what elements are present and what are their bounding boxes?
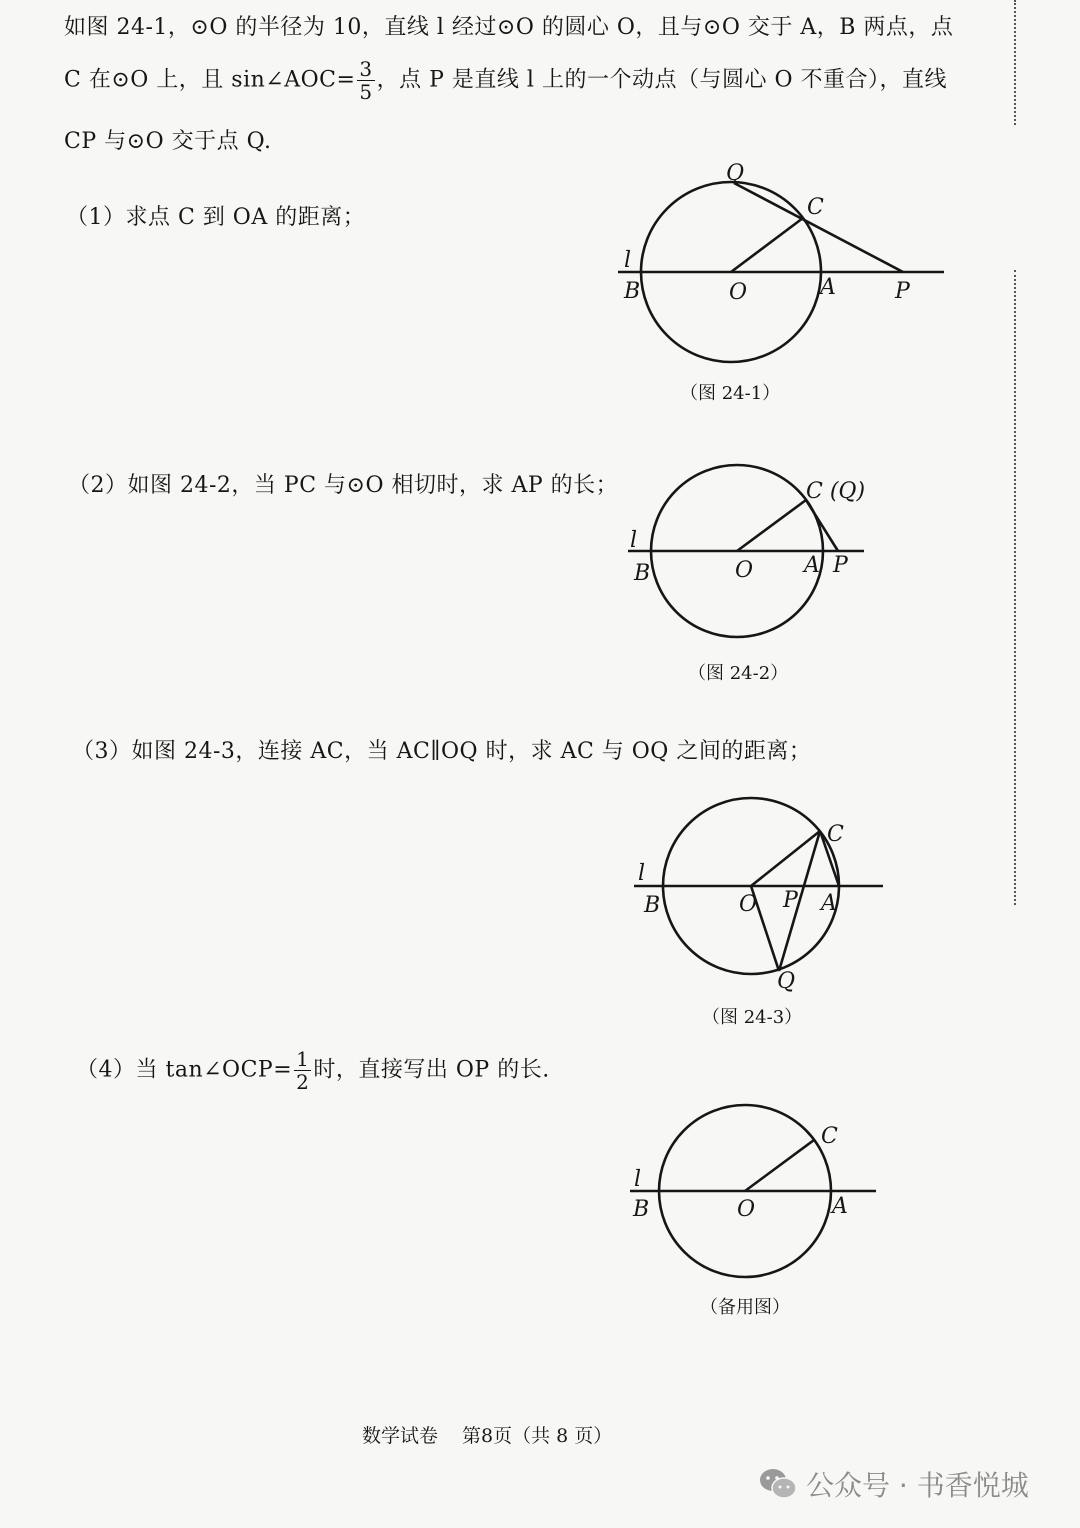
- fig3-label-C: C: [827, 822, 844, 847]
- page-footer: [362, 1424, 612, 1448]
- figure-24-1-caption: （图 24-1）: [680, 383, 781, 404]
- fig3-label-A: A: [821, 891, 837, 916]
- fig3-label-l: l: [638, 861, 646, 886]
- fig3-label-B: B: [644, 893, 661, 918]
- question-2: （2）如图 24-2，当 PC 与⊙O 相切时，求 AP 的长；: [68, 473, 619, 498]
- figure-backup-caption: （备用图）: [700, 1297, 790, 1318]
- fig4-label-A: A: [832, 1194, 848, 1219]
- fig2-label-l: l: [630, 528, 638, 553]
- fig1-label-P: P: [895, 279, 910, 304]
- fig2-label-B: B: [634, 561, 651, 586]
- fig1-label-l: l: [624, 248, 632, 273]
- fig3-label-P: P: [783, 888, 798, 913]
- fig1-label-Q: Q: [726, 161, 745, 186]
- problem-line-1: 如图 24-1，⊙O 的半径为 10，直线 l 经过⊙O 的圆心 O，且与⊙O 交于 A，B 两点，点: [64, 15, 954, 40]
- figure-24-2-caption: （图 24-2）: [688, 663, 789, 684]
- question-4-end: 时，直接写出 OP 的长.: [313, 1057, 550, 1083]
- watermark-text: 公众号 · 书香悦城: [806, 1469, 1029, 1502]
- problem-line-2-start: C 在⊙O 上，且 sin∠AOC=: [64, 67, 356, 93]
- question-1: （1）求点 C 到 OA 的距离；: [66, 205, 366, 230]
- fig3-label-Q: Q: [777, 969, 796, 994]
- fig2-label-P: P: [833, 553, 848, 578]
- fig4-segment-OC: [745, 1140, 814, 1191]
- fig4-label-B: B: [633, 1197, 650, 1222]
- fig4-label-O: O: [737, 1197, 756, 1222]
- question-3: （3）如图 24-3，连接 AC，当 AC∥OQ 时，求 AC 与 OQ 之间的距离；: [72, 739, 812, 764]
- figure-24-3-caption: （图 24-3）: [702, 1007, 803, 1028]
- fig4-label-l: l: [634, 1167, 642, 1192]
- question-4-start: （4）当 tan∠OCP=: [76, 1057, 293, 1083]
- problem-line-3: CP 与⊙O 交于点 Q.: [64, 129, 272, 154]
- fig4-label-C: C: [821, 1124, 838, 1149]
- fig1-label-C: C: [807, 195, 824, 220]
- tan-fraction-denominator: 2: [296, 1070, 310, 1094]
- fig1-label-B: B: [624, 279, 641, 304]
- fig3-label-O: O: [739, 892, 758, 917]
- problem-line-2-end: ，点 P 是直线 l 上的一个动点（与圆心 O 不重合），直线: [376, 67, 947, 93]
- watermark: [758, 1466, 1029, 1502]
- footer-subject: 数学试卷: [362, 1425, 439, 1447]
- wechat-icon: [758, 1467, 798, 1501]
- sin-fraction-denominator: 5: [359, 80, 373, 104]
- sin-fraction-numerator: 3: [359, 57, 373, 81]
- fig2-label-CQ: C (Q): [806, 479, 866, 504]
- fig1-label-O: O: [729, 280, 748, 305]
- fig1-label-A: A: [820, 275, 836, 300]
- tan-fraction-numerator: 1: [296, 1047, 310, 1071]
- fig2-label-A: A: [804, 553, 820, 578]
- fig2-label-O: O: [735, 558, 754, 583]
- footer-page-number: 第8页（共 8 页）: [462, 1425, 613, 1447]
